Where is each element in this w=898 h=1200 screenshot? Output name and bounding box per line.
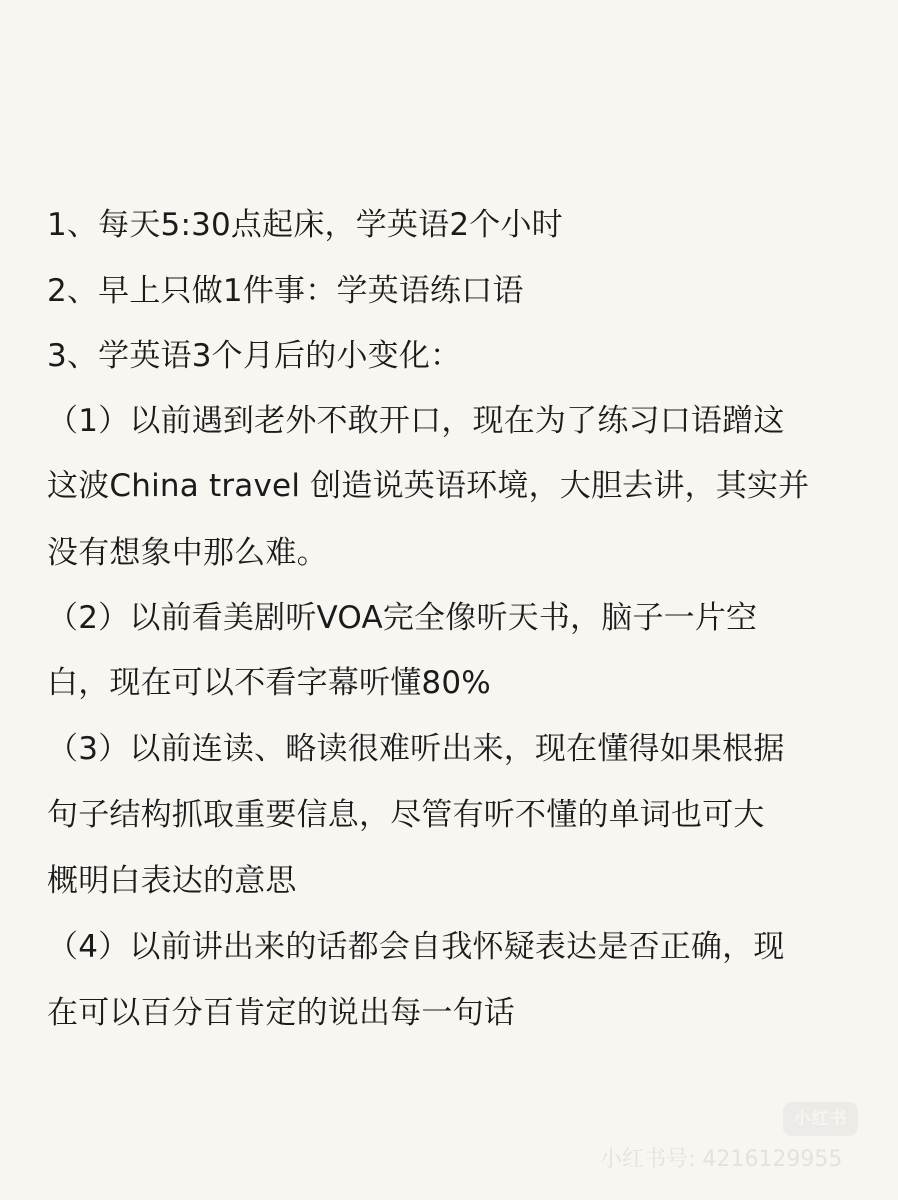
text-line: 1、每天5:30点起床，学英语2个小时 bbox=[47, 207, 563, 243]
text-line: （4）以前讲出来的话都会自我怀疑表达是否正确，现 bbox=[47, 929, 785, 965]
text-line: 在可以百分百肯定的说出每一句话 bbox=[47, 995, 515, 1031]
text-line: （1）以前遇到老外不敢开口，现在为了练习口语蹭这 bbox=[47, 403, 785, 439]
text-line: 白，现在可以不看字幕听懂80% bbox=[47, 665, 491, 701]
text-line: （2）以前看美剧听VOA完全像听天书，脑子一片空 bbox=[47, 600, 758, 636]
text-line: 3、学英语3个月后的小变化： bbox=[47, 338, 462, 374]
text-line: 没有想象中那么难。 bbox=[47, 535, 328, 571]
text-line: 概明白表达的意思 bbox=[47, 863, 297, 899]
watermark-id: 小红书号: 4216129955 bbox=[600, 1147, 843, 1172]
text-line: 这波China travel 创造说英语环境，大胆去讲，其实并 bbox=[47, 468, 810, 504]
watermark-logo: 小红书 bbox=[783, 1102, 858, 1136]
text-line: （3）以前连读、略读很难听出来，现在懂得如果根据 bbox=[47, 731, 785, 767]
text-line: 2、早上只做1件事：学英语练口语 bbox=[47, 273, 524, 309]
text-line: 句子结构抓取重要信息，尽管有听不懂的单词也可大 bbox=[47, 797, 765, 833]
